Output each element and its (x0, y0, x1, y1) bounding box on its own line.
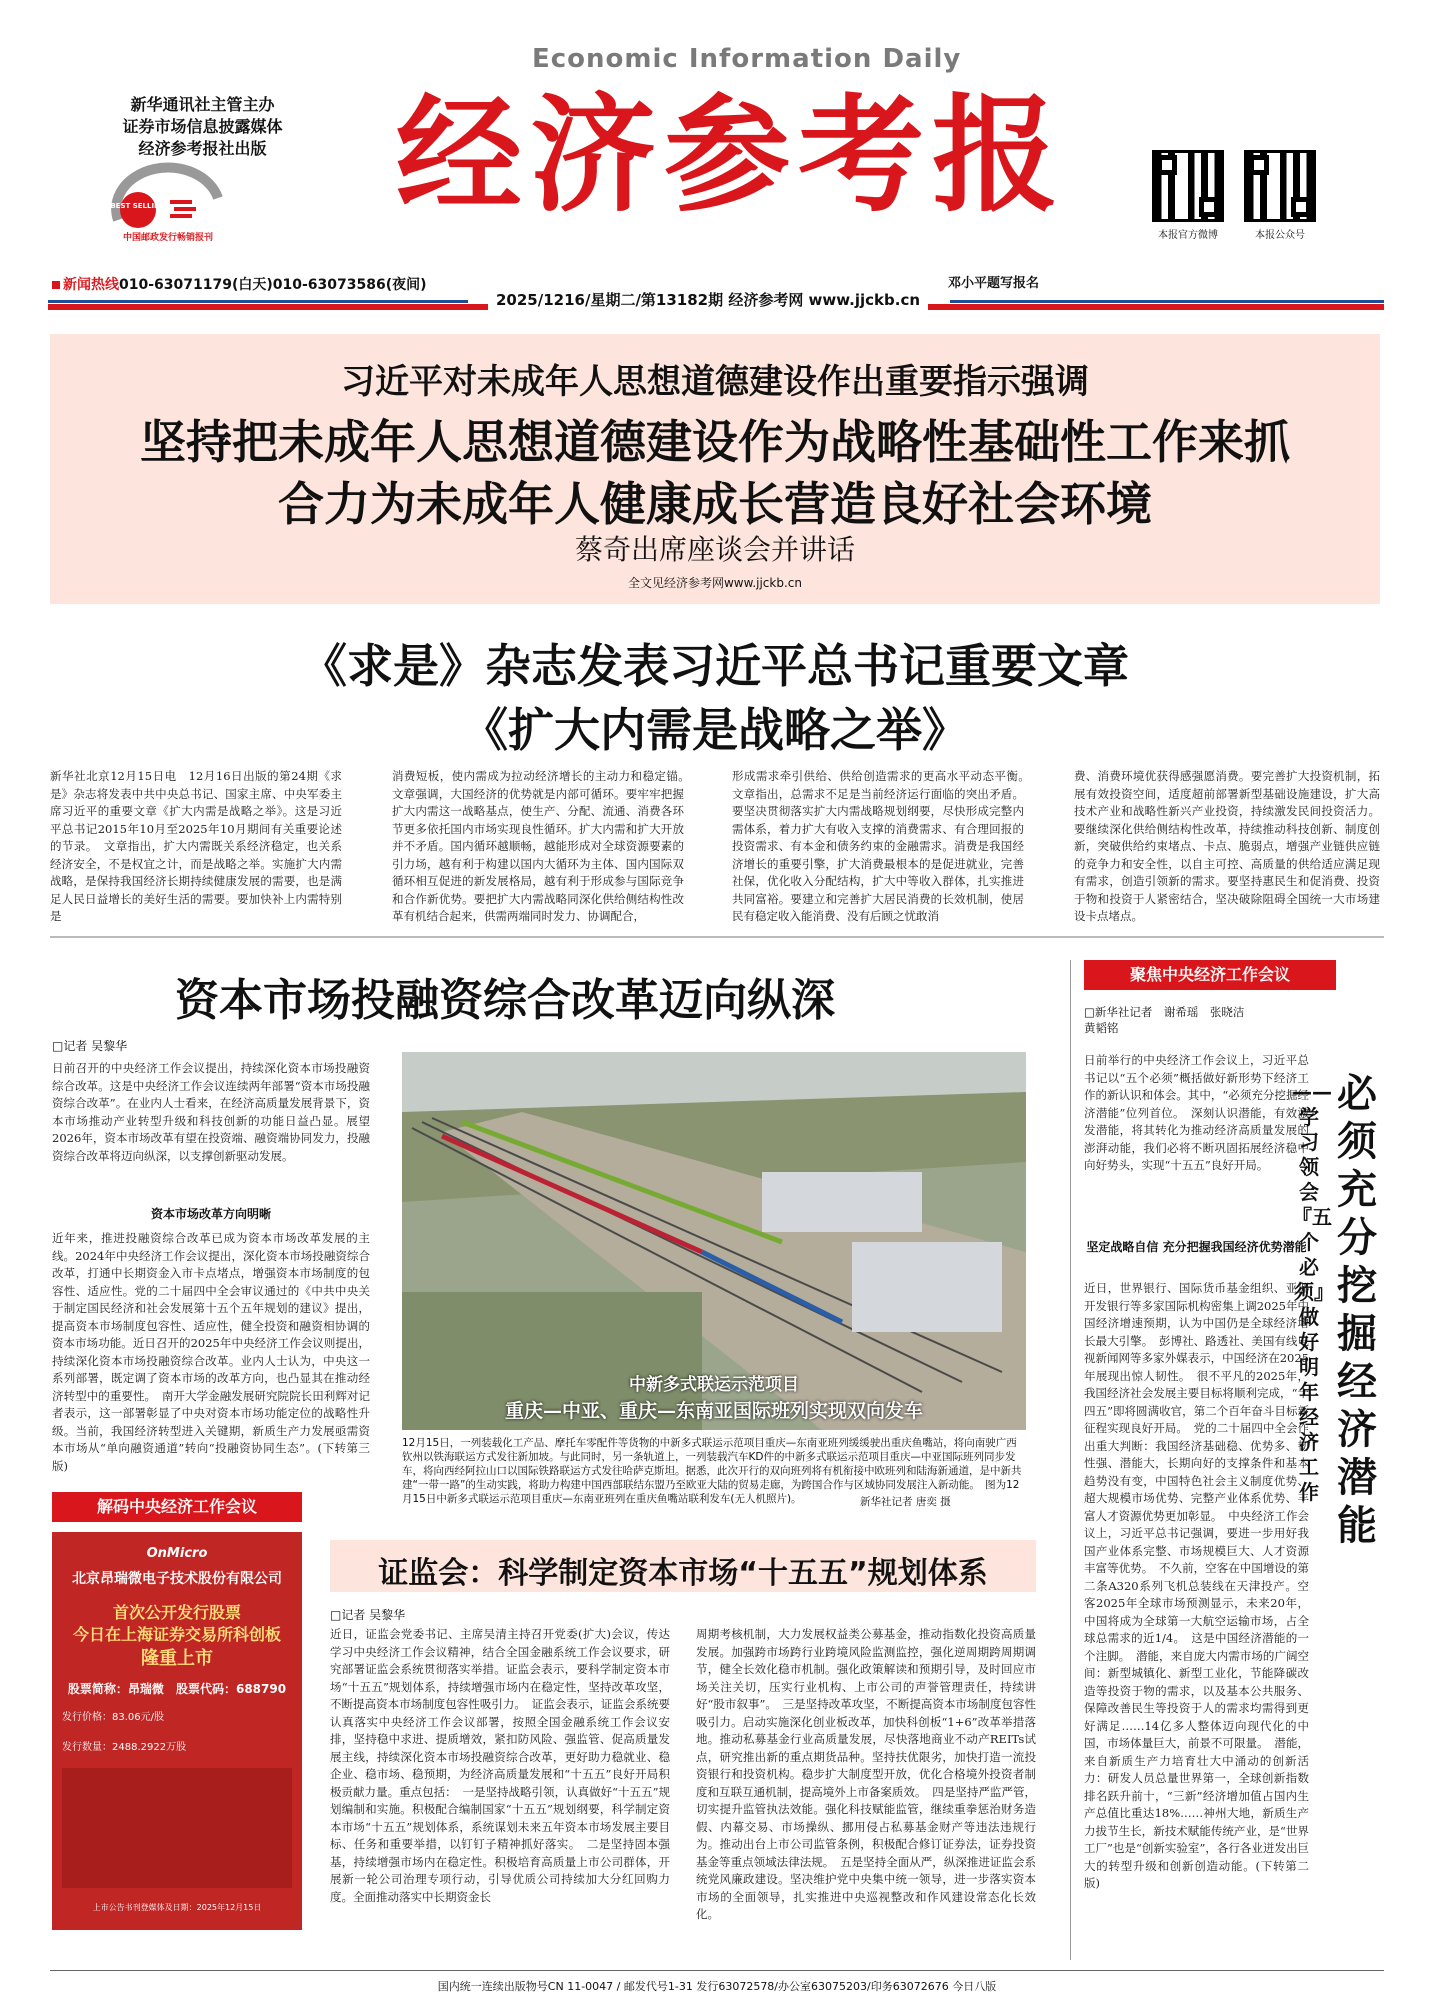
csrc-column: 近日，证监会党委书记、主席吴清主持召开党委(扩大)会议，传达学习中央经济工作会议精神，结合全国金融系统工作会议要求，研究部署证监会系统贯彻落实举措。证监会表示，要科学制定资本市场“十五五”规划体系，持续增强市场内在稳定性，坚持改革攻坚，不断提高资本市场制度包容性吸引力。 证监会表示，证监会系统要认真落实中央经济工作会议部署，按照全国金融系统工作会议安排，坚持稳中求进、提质增效，紧扣防风险、强监管、促高质量发展主线，持续深化资本市场投融资综合改革，更好助力稳就业、稳企业、稳市场、稳预期，为经济高质量发展和“十五五”良好开局积极贡献力量。重点包括： 一是坚持战略引领，认真做好“十五五”规划编制和实施。积极配合编制国家“十五五”规划纲要，科学制定资本市场“十五五”规划体系，系统谋划未来五年资本市场发展主要目标、任务和重要举措，以钉钉子精神抓好落实。 二是坚持固本强基，持续增强市场内在稳定性。积极培育高质量上市公司群体，开展新一轮公司治理专项行动，引导优质公司持续加大分红回购力度。全面推动落实中长期资金长 (330, 1627, 670, 1904)
ad-graphic (62, 1768, 292, 1888)
qr-caption: 本报官方微博 (1158, 230, 1218, 241)
lead-headline[interactable]: 合力为未成年人健康成长营造良好社会环境 (278, 477, 1152, 531)
lead-headline[interactable]: 坚持把未成年人思想道德建设作为战略性基础性工作来抓 (140, 415, 1290, 469)
publisher-line: 新华通讯社主管主办 (130, 95, 275, 114)
capital-paragraph: 日前召开的中央经济工作会议提出，持续深化资本市场投融资综合改革。这是中央经济工作会议连续两年部署“资本市场投融资综合改革”。在业内人士看来，在经济高质量发展背景下，资本市场推动产业转型升级和科技创新的功能日益凸显。展望2026年，资本市场改革有望在投资端、融资端协同发力，投融资综合改革将迈向纵深，以支撑创新驱动发展。 (52, 1061, 370, 1163)
focus-section-tag[interactable]: 聚焦中央经济工作会议 (1084, 960, 1336, 990)
ad-line: 首次公开发行股票 (112, 1603, 241, 1622)
qr-code-icon[interactable] (1152, 150, 1224, 222)
best-selling-badge-icon (108, 168, 228, 248)
lead-kicker: 习近平对未成年人思想道德建设作出重要指示强调 (341, 362, 1089, 402)
photo-caption-subtitle: 重庆—中亚、重庆—东南亚国际班列实现双向发车 (504, 1400, 923, 1422)
ad-stock-short: 昂瑞微 (127, 1682, 164, 1696)
lead-note[interactable]: 全文见经济参考网www.jjckb.cn (627, 576, 802, 590)
decode-section-tag[interactable]: 解码中央经济工作会议 (52, 1492, 302, 1522)
masthead-rule (48, 300, 468, 303)
newspaper-nameplate: 经济参考报 (396, 81, 1066, 229)
qr-code-icon[interactable] (1244, 150, 1316, 222)
hotline-numbers: 010-63071179(白天)010-63073586(夜间) (119, 277, 427, 293)
focus-headline[interactable]: 必须充分挖掘经济潜能 (1337, 1071, 1377, 1549)
qiushi-column: 费、消费环境优获得感强愿消费。要完善扩大投资机制，拓展有效投资空间，适度超前部署新型基础设施建设，扩大高技术产业和战略性新兴产业投资，持续激发民间投资活力。要继续深化供给侧结构性改革，持续推动科技创新、制度创新，突破供给约束堵点、卡点、脆弱点，增强产业链供应链的竞争力和安全性，以自主可控、高质量的供给适应满足现有需求，创造引领新的需求。要坚持惠民生和促消费、投资于物和投资于人紧密结合，坚决破除阻碍全国统一大市场建设卡点堵点。 (1074, 769, 1380, 923)
capital-subhead: 资本市场改革方向明晰 (150, 1207, 271, 1221)
ad-brand: OnMicro (146, 1546, 208, 1561)
publisher-line: 经济参考报社出版 (138, 139, 267, 158)
section-divider (50, 936, 1384, 938)
news-hotline (52, 274, 427, 294)
ad-line: 隆重上市 (141, 1648, 213, 1669)
focus-subheadline: ——学习领会『五个必须』做好明年经济工作 (1292, 1080, 1332, 1504)
ad-stock-code-label: 股票代码： (175, 1682, 236, 1696)
byline: □新华社记者 谢希瑶 张晓洁 黄韬铭 (1084, 1005, 1256, 1035)
ad-line: 今日在上海证券交易所科创板 (72, 1625, 281, 1644)
calligraphy-note: 邓小平题写报名 (948, 276, 1040, 291)
column-rule (1070, 960, 1071, 1960)
lead-subhead: 蔡奇出席座谈会并讲话 (574, 533, 855, 566)
footer-rule (50, 1970, 1384, 1971)
qiushi-headline[interactable]: 《扩大内需是战略之举》 (462, 703, 968, 757)
ad-stock-short-label: 股票简称： (67, 1682, 128, 1696)
masthead-rule (950, 300, 1384, 303)
square-bullet-icon (52, 281, 60, 289)
capital-paragraph: 近年来，推进投融资综合改革已成为资本市场改革发展的主线。2024年中央经济工作会议提出，深化资本市场投融资综合改革，打通中长期资金入市卡点堵点，增强资本市场制度的包容性、适应性。党的二十届四中全会审议通过的《中共中央关于制定国民经济和社会发展第十五个五年规划的建议》提出，提高资本市场制度包容性、适应性，健全投资和融资相协调的资本市场功能。近日召开的2025年中央经济工作会议则提出，持续深化资本市场投融资综合改革。业内人士认为，中央这一系列部署，既定调了资本市场的改革方向，也凸显其在推动经济转型中的重要性。 南开大学金融发展研究院院长田利辉对记者表示，这一部署彰显了中央对资本市场功能定位的战略性升级。当前，我国经济转型进入关键期，新质生产力发展亟需资本市场从“单向融资通道”转向“投融资协同生态”。(下转第三版) (52, 1231, 370, 1473)
csrc-headline[interactable]: 证监会：科学制定资本市场“十五五”规划体系 (378, 1556, 988, 1591)
focus-subhead: 坚定战略自信 充分把握我国经济优势潜能 (1086, 1240, 1307, 1254)
photo-credit: 新华社记者 唐奕 摄 (860, 1496, 951, 1508)
capital-headline[interactable]: 资本市场投融资综合改革迈向纵深 (175, 975, 835, 1026)
focus-paragraph: 日前举行的中央经济工作会议上，习近平总书记以“五个必须”概括做好新形势下经济工作的新认识和体会。其中，“必须充分挖掘经济潜能”位列首位。 深刻认识潜能，有效激发潜能，将其转化为推动经济高质量发展的澎湃动能，我们必将不断巩固拓展经济稳中向好势头，实现“十五五”良好开局。 (1084, 1053, 1309, 1172)
ad-stock-info (52, 1680, 302, 1697)
qiushi-headline[interactable]: 《求是》杂志发表习近平总书记重要文章 (301, 639, 1129, 693)
hotline-label: 新闻热线 (63, 277, 119, 293)
photo-caption-title: 中新多式联运示范项目 (629, 1375, 799, 1395)
ad-footer-note: 上市公告书刊登媒体及日期：2025年12月15日 (92, 1903, 262, 1912)
qiushi-column: 消费短板，使内需成为拉动经济增长的主动力和稳定锚。 文章强调，大国经济的优势就是内部可循环。要牢牢把握扩大内需这一战略基点，使生产、分配、流通、消费各环节更多依托国内市场实现良性循环。扩大内需和扩大开放并不矛盾。国内循环越顺畅，越能形成对全球资源要素的引力场，越有利于构建以国内大循环为主体、国内国际双循环相互促进的新发展格局，越有利于形成参与国际竞争和合作新优势。要把扩大内需战略同深化供给侧结构性改革有机结合起来，供需两端同时发力、协调配合， (392, 769, 696, 923)
badge-text: BEST SELLING (110, 202, 166, 210)
badge-caption: 中国邮政发行畅销报刊 (122, 233, 214, 243)
csrc-column: 周期考核机制，大力发展权益类公募基金，推动指数化投资高质量发展。加强跨市场跨行业跨境风险监测监控，强化逆周期跨周期调节，健全长效化稳市机制。强化政策解读和预期引导，及时回应市场关注关切，压实行业机构、上市公司的声誉管理责任，持续讲好“股市叙事”。 三是坚持改革攻坚，不断提高资本市场制度包容性吸引力。启动实施深化创业板改革，加快科创板“1+6”改革举措落地。推动私募基金行业高质量发展，尽快落地商业不动产REITs试点，研究推出新的重点期货品种。坚持扶优限劣，加快打造一流投资银行和投资机构。稳步扩大制度型开放，优化合格境外投资者制度和互联互通机制，提高境外上市备案质效。 四是坚持严监严管，切实提升监管执法效能。强化科技赋能监管，继续重拳惩治财务造假、内幕交易、市场操纵、挪用侵占私募基金财产等违法违规行为。推动出台上市公司监管条例，积极配合修订证券法，证券投资基金等重点领域法律法规。 五是坚持全面从严，纵深推进证监会系统党风廉政建设。坚决维护党中央集中统一领导，进一步落实资本市场的全面领导，扎实推进中央巡视整改和作风建设常态化长效化。 (696, 1627, 1036, 1921)
photo-description: 12月15日，一列装载化工产品、摩托车零配件等货物的中新多式联运示范项目重庆—东南亚班列缓缓驶出重庆鱼嘴站，将向南驶广西钦州以铁海联运方式发往新加坡。与此同时，另一条轨道上，一列装载汽车KD件的中新多式联运示范项目重庆—中亚国际班列同步发车，将向西经阿拉山口以国际铁路联运方式发往哈萨克斯坦。据悉，此次开行的双向班列将有机衔接中欧班列和陆海新通道，是中新共建“一带一路”的生动实践，将助力构建中国西部联结东盟乃至欧亚大陆的贸易走廊，为跨国合作与区域协同发展注入新动能。 图为12月15日中新多式联运示范项目重庆—东南亚班列在重庆鱼嘴站联利发车(无人机照片)。 (402, 1437, 1022, 1505)
qr-caption: 本报公众号 (1255, 230, 1305, 241)
english-title: Economic Information Daily (532, 44, 962, 74)
ipo-advertisement[interactable] (52, 1532, 302, 1930)
ad-stock-code: 688790 (235, 1682, 287, 1696)
ad-issue-price: 发行价格：83.06元/股 (62, 1712, 164, 1723)
byline: □记者 吴黎华 (52, 1039, 128, 1053)
byline: □记者 吴黎华 (330, 1608, 406, 1622)
ad-company: 北京昂瑞微电子技术股份有限公司 (72, 1571, 282, 1587)
focus-paragraph: 近日，世界银行、国际货币基金组织、亚洲开发银行等多家国际机构密集上调2025年中国经济增速预期，认为中国仍是全球经济增长最大引擎。 彭博社、路透社、美国有线电视新闻网等多家外媒表示，中国经济在2025年展现出惊人韧性。 很不平凡的2025年，我国经济社会发展主要目标将顺利完成，“十四五”即将圆满收官，第二个百年奋斗目标新征程实现良好开局。 党的二十届四中全会作出重大判断：我国经济基础稳、优势多、韧性强、潜能大，长期向好的支撑条件和基本趋势没有变，中国特色社会主义制度优势、超大规模市场优势、完整产业体系优势、丰富人才资源优势更加彰显。 中央经济工作会议上，习近平总书记强调，要进一步用好我国产业体系完整、市场规模巨大、人才资源丰富等优势。 不久前，空客在中国增设的第二条A320系列飞机总装线在天津投产。空客2025年全球市场预测显示，未来20年，中国将成为全球第一大航空运输市场，占全球总需求的近1/4。 这是中国经济潜能的一个注脚。 潜能，来自庞大内需市场的广阔空间：新型城镇化、新型工业化，节能降碳改造等投资于物的需求，以及基本公共服务、保障改善民生等投资于人的需求均需得到更好满足……14亿多人整体迈向现代化的中国，市场体量巨大，前景不可限量。 潜能，来自新质生产力培育壮大中涌动的创新活力：研发人员总量世界第一，全球创新指数排名跃升前十，“三新”经济增加值占国内生产总值比重达18%……神州大地，新质生产力拔节生长，新技术赋能传统产业，是“世界工厂”也是“创新实验室”，各行各业迸发出巨大的转型升级和创新创造动能。(下转第二版) (1084, 1281, 1309, 1890)
footer-info: 国内统一连续出版物号CN 11-0047 / 邮发代号1-31 发行63072578/办公室63075203/印务63072676 今日八版 (437, 1980, 997, 1993)
dateline: 2025/1216/星期二/第13182期 经济参考网 www.jjckb.cn (488, 289, 928, 310)
qiushi-column: 形成需求牵引供给、供给创造需求的更高水平动态平衡。 文章指出，总需求不足是当前经济运行面临的突出矛盾。要坚决贯彻落实扩大内需战略规划纲要，尽快形成完整内需体系，着力扩大有收入支撑的消费需求、有合理回报的投资需求、有本金和债务约束的金融需求。消费是我国经济增长的重要引擎，扩大消费最根本的是促进就业，完善社保，优化收入分配结构，扩大中等收入群体，扎实推进共同富裕。要建立和完善扩大居民消费的长效机制，使居民有稳定收入能消费、没有后顾之忧敢消 (732, 769, 1036, 923)
qiushi-column: 新华社北京12月15日电 12月16日出版的第24期《求是》杂志将发表中共中央总书记、国家主席、中央军委主席习近平的重要文章《扩大内需是战略之举》。这是习近平总书记2015年10月至2025年10月期间有关重要论述的节录。 文章指出，扩大内需既关系经济稳定，也关系经济安全，不是权宜之计，而是战略之举。实施扩大内需战略，是保持我国经济长期持续健康发展的需要，也是满足人民日益增长的美好生活的需要。要加快补上内需特别是 (50, 769, 342, 923)
ad-issue-total: 发行数量：2488.2922万股 (62, 1742, 187, 1753)
publisher-line: 证券市场信息披露媒体 (122, 117, 283, 136)
